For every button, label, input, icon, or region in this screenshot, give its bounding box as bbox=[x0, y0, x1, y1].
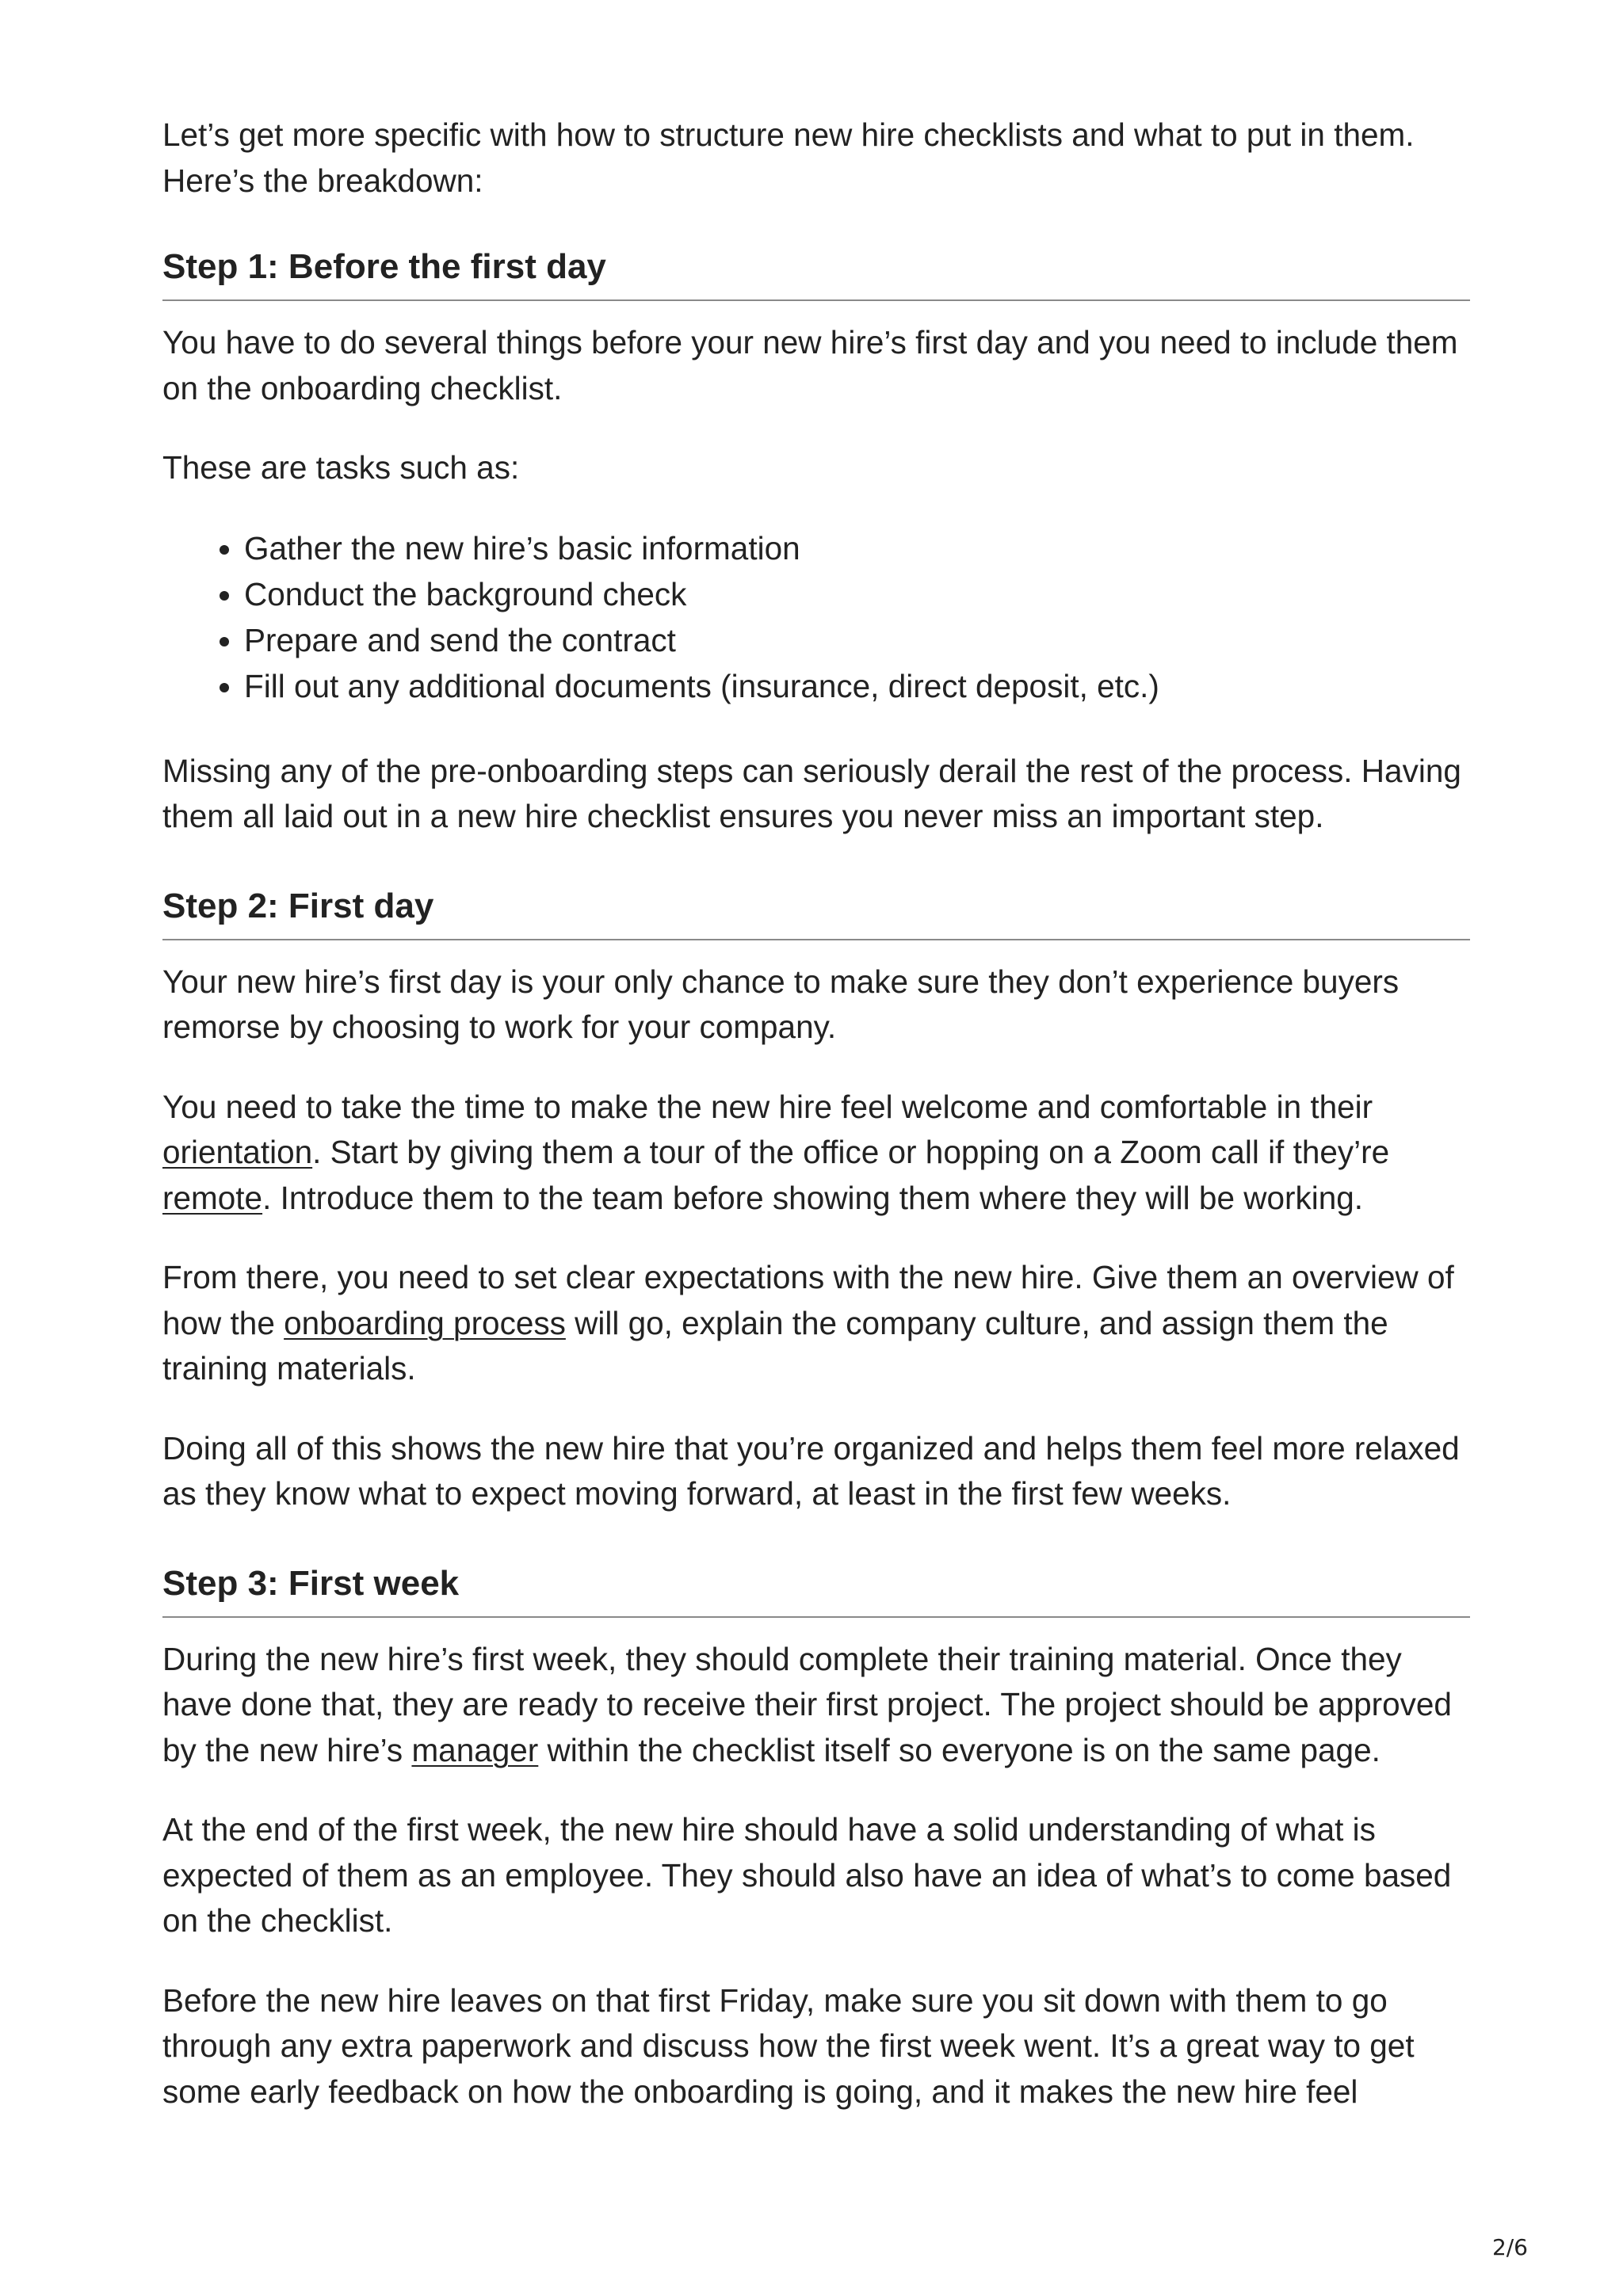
step-2-section bbox=[162, 883, 1470, 1517]
list-item: • Conduct the background check bbox=[244, 571, 1470, 617]
list-item: • Fill out any additional documents (insurance, direct deposit, etc.) bbox=[244, 663, 1470, 709]
text-span: within the checklist itself so everyone is on the same page. bbox=[538, 1731, 1381, 1768]
list-item: • Prepare and send the contract bbox=[244, 617, 1470, 663]
step-2-paragraph-1: Your new hire’s first day is your only chance to make sure they don’t experience buyers remorse by choosing to work for your company. bbox=[162, 963, 1400, 1045]
step-1-paragraph-3: Missing any of the pre-onboarding steps can seriously derail the rest of the process. Having them all laid out in a new hire checklist ensures you never miss an important step. bbox=[162, 752, 1461, 834]
page-number: 2/6 bbox=[1491, 2234, 1528, 2260]
step-3-paragraph-3: Before the new hire leaves on that first Friday, make sure you sit down with them to go through any extra paperwork and discuss how the first week went. It’s a great way to get some early feedback on how the onboarding is going, and it makes the new hire feel bbox=[162, 1981, 1415, 2110]
manager-link[interactable]: manager bbox=[411, 1731, 539, 1768]
step-2-paragraph-3 bbox=[162, 1255, 1470, 1392]
step-1-paragraph-1: You have to do several things before your new hire’s first day and you need to include them on the onboarding checklist. bbox=[162, 324, 1458, 406]
step-2-paragraph-2 bbox=[162, 1085, 1470, 1222]
step-2-heading: Step 2: First day bbox=[162, 883, 1470, 940]
step-3-paragraph-2: At the end of the first week, the new hire should have a solid understanding of what is expected of them as an employee. They should also have an idea of what’s to come based on the checklist. bbox=[162, 1811, 1452, 1939]
text-span: You need to take the time to make the new hire feel welcome and comfortable in their bbox=[162, 1088, 1373, 1125]
remote-link[interactable]: remote bbox=[162, 1179, 263, 1216]
text-span: During the new hire’s first week, they should complete their training material. Once they have done that, they are ready to receive their first project. The project should be approved by the new hire’s bbox=[162, 1640, 1452, 1768]
step-3-heading: Step 3: First week bbox=[162, 1560, 1470, 1618]
orientation-link[interactable]: orientation bbox=[162, 1134, 313, 1170]
text-span: . Introduce them to the team before showing them where they will be working. bbox=[262, 1179, 1364, 1216]
list-item: • Gather the new hire’s basic information bbox=[244, 525, 1470, 571]
step-1-paragraph-2: These are tasks such as: bbox=[162, 449, 520, 486]
step-1-section bbox=[162, 243, 1470, 840]
step-2-paragraph-4: Doing all of this shows the new hire that you’re organized and helps them feel more relaxed as they know what to expect moving forward, at least in the first few weeks. bbox=[162, 1429, 1460, 1512]
intro-paragraph: Let’s get more specific with how to structure new hire checklists and what to put in them. Here’s the breakdown: bbox=[162, 116, 1415, 199]
step-1-heading: Step 1: Before the first day bbox=[162, 243, 1470, 301]
step-3-section bbox=[162, 1560, 1470, 2115]
task-list bbox=[162, 525, 1470, 709]
text-span: will go, explain the company culture, and assign them the training materials. bbox=[162, 1304, 1388, 1386]
step-3-paragraph-1 bbox=[162, 1637, 1470, 1774]
text-span: . Start by giving them a tour of the office or hopping on a Zoom call if they’re bbox=[312, 1134, 1390, 1170]
article-content bbox=[162, 113, 1470, 2115]
text-span: From there, you need to set clear expectations with the new hire. Give them an overview of how the bbox=[162, 1259, 1454, 1341]
onboarding-process-link[interactable]: onboarding process bbox=[284, 1304, 566, 1341]
